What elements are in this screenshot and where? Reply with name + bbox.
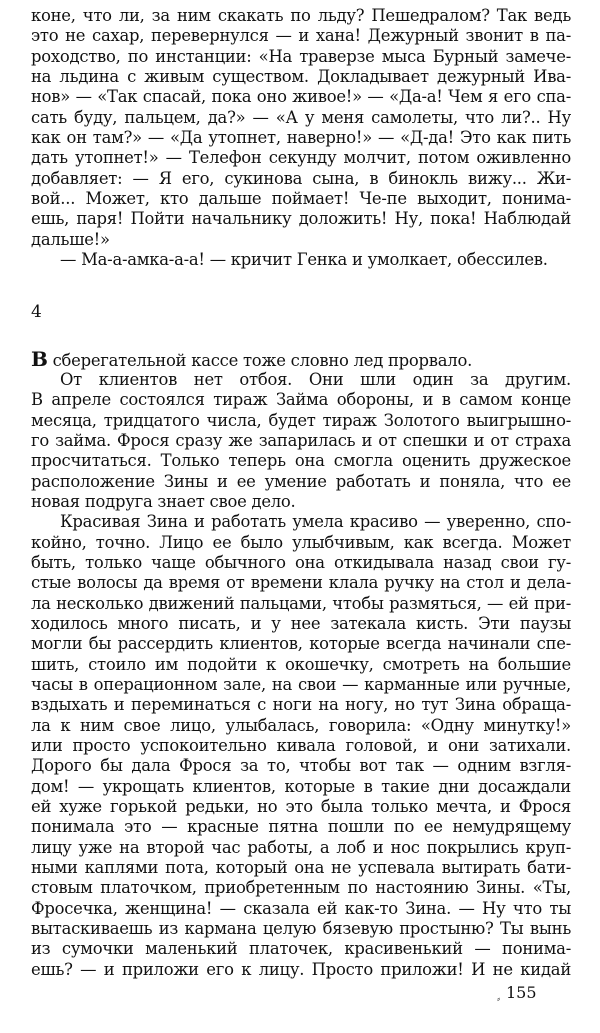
paragraph-2 — [31, 250, 571, 270]
text-line — [31, 349, 571, 369]
text-line: койно, точно. Лицо ее было улыбчивым, как всегда. Может — [31, 532, 571, 552]
text-line: шить, стоило им подойти к окошечку, смотреть на большие — [31, 654, 571, 674]
text-line: сать буду, пальцем, да?» — «А у меня самолеты, что ли?.. Ну — [31, 107, 571, 127]
text-line: как он там?» — «Да утопнет, наверно!» — «Д-да! Это как пить — [31, 128, 571, 148]
page-text — [31, 6, 571, 980]
text-line: ходилось много писать, и у нее затекала кисть. Эти паузы — [31, 613, 571, 633]
text-line: ла к ним свое лицо, улыбалась, говорила: «Одну минутку!» — [31, 715, 571, 735]
text-line: роходство, по инстанции: «На траверзе мыса Бурный замече- — [31, 46, 571, 66]
text-line: От клиентов нет отбоя. Они шли один за другим. — [60, 369, 571, 389]
text-line: месяца, тридцатого числа, будет тираж Золотого выигрышно- — [31, 410, 571, 430]
text-line: стовым платочком, приобретенным по настоянию Зины. «Ты, — [31, 878, 571, 898]
text-line: нов» — «Так спасай, пока оно живое!» — «Да-а! Чем я его спа- — [31, 87, 571, 107]
text-line: дом! — укрощать клиентов, которые в такие дни досаждали — [31, 776, 571, 796]
text-line: вой... Может, кто дальше поймает! Че-пе выходит, понима- — [31, 189, 571, 209]
text-line: расположение Зины и ее умение работать и поняла, что ее — [31, 471, 571, 491]
text-line: добавляет: — Я его, сукинова сына, в бинокль вижу... Жи- — [31, 168, 571, 188]
text-line: го займа. Фрося сразу же запарилась и от спешки и от страха — [31, 430, 571, 450]
text-line: Красивая Зина и работать умела красиво — уверенно, спо- — [60, 512, 571, 532]
text-line: Дорого бы дала Фрося за то, чтобы вот так — одним взгля- — [31, 756, 571, 776]
text-line: могли бы рассердить клиентов, которые всегда начинали спе- — [31, 634, 571, 654]
text-line: ешь, паря! Пойти начальнику доложить! Ну, пока! Наблюдай — [31, 209, 571, 229]
text-line: лицу уже на второй час работы, а лоб и нос покрылись круп- — [31, 837, 571, 857]
paragraph-4 — [31, 370, 571, 512]
print-mark-icon: ⸗ — [497, 994, 501, 1005]
text-line: В апреле состоялся тираж Займа обороны, и в самом конце — [31, 390, 571, 410]
text-line: ла несколько движений пальцами, чтобы размяться, — ей при- — [31, 593, 571, 613]
text-line: вздыхать и переминаться с ноги на ногу, но тут Зина обраща- — [31, 695, 571, 715]
text-line: ей хуже горькой редьки, но это была только мечта, и Фрося — [31, 797, 571, 817]
text-line: дальше!» — [31, 229, 110, 249]
page-number: 155 — [506, 983, 537, 1002]
text-line: понимала это — красные пятна пошли по ее немудрящему — [31, 817, 571, 837]
text-line: это не сахар, перевернулся — и хана! Дежурный звонит в па- — [31, 26, 571, 46]
drop-cap: В — [31, 349, 48, 370]
text-line: просчитаться. Только теперь она смогла оценить дружеское — [31, 451, 571, 471]
paragraph-3 — [31, 349, 571, 369]
paragraph-1 — [31, 6, 571, 250]
text-line: часы в операционном зале, на свои — карманные или ручные, — [31, 674, 571, 694]
text-line: на льдина с живым существом. Докладывает дежурный Ива- — [31, 67, 571, 87]
text-line: дать утопнет!» — Телефон секунду молчит, потом оживленно — [31, 148, 571, 168]
text-line: стые волосы да время от времени клала ручку на стол и дела- — [31, 573, 571, 593]
text-line: новая подруга знает свое дело. — [31, 491, 296, 511]
text-line: — Ма-а-амка-а-а! — кричит Генка и умолкает, обессилев. — [60, 250, 548, 270]
text-line: быть, только чаще обычного она откидывала назад свои гу- — [31, 552, 571, 572]
text-line: или просто успокоительно кивала головой, и они затихали. — [31, 736, 571, 755]
text-line: Фросечка, женщина! — сказала ей как-то Зина. — Ну что ты — [31, 898, 571, 918]
text-line: ными каплями пота, который она не успевала вытирать бати- — [31, 858, 571, 878]
chapter-number: 4 — [31, 302, 42, 323]
text-line: ешь? — и приложи его к лицу. Просто приложи! И не кидай — [31, 959, 571, 979]
paragraph-5 — [31, 512, 571, 980]
text-line: коне, что ли, за ним скакать по льду? Пешедралом? Так ведь — [31, 6, 571, 25]
text-line: из сумочки маленький платочек, красивенький — понима- — [31, 939, 571, 959]
text-line: вытаскиваешь из кармана целую бязевую простыню? Ты вынь — [31, 919, 571, 939]
text-span: сберегательной кассе тоже словно лед прорвало. — [47, 351, 473, 370]
